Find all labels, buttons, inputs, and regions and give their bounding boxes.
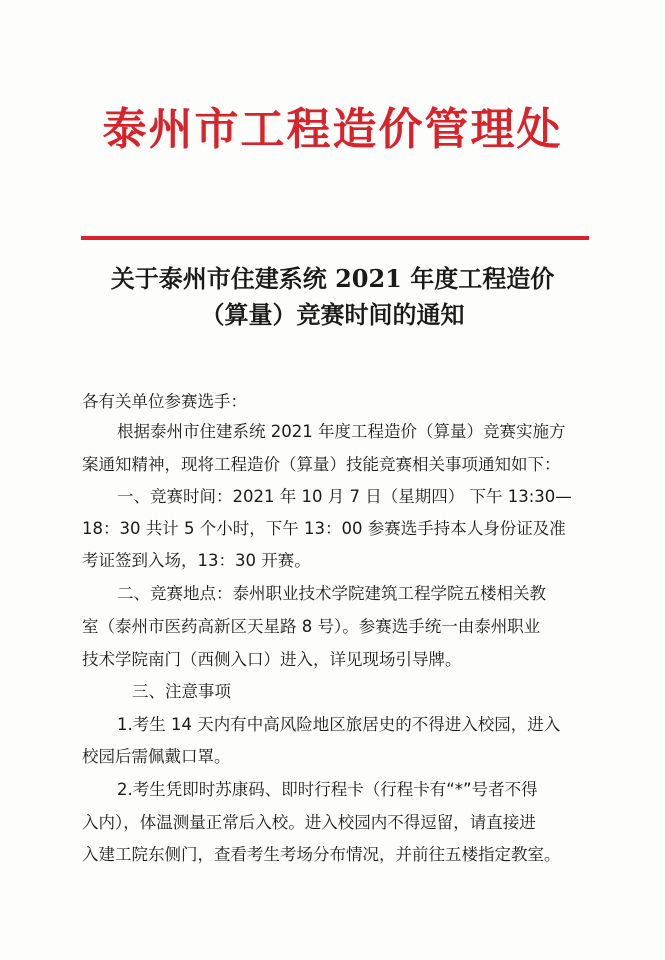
- paragraph-line: 1.考生 14 天内有中高风险地区旅居史的不得进入校园，进入: [117, 715, 561, 734]
- section-heading: 三、注意事项: [132, 682, 231, 701]
- paragraph-line: 一、竞赛时间：2021 年 10 月 7 日（星期四） 下午 13:30—: [117, 487, 572, 506]
- paragraph-line: 18：30 共计 5 个小时，下午 13：00 参赛选手持本人身份证及准: [82, 519, 566, 538]
- paragraph-line: 根据泰州市住建系统 2021 年度工程造价（算量）竞赛实施方: [117, 422, 566, 441]
- paragraph-line: 案通知精神，现将工程造价（算量）技能竞赛相关事项通知如下：: [82, 455, 561, 474]
- paragraph-line: 考证签到入场，13：30 开赛。: [82, 551, 311, 570]
- paragraph-line: 入内），体温测量正常后入校。进入校园内不得逗留，请直接进: [82, 813, 536, 832]
- paragraph-line: 2.考生凭即时苏康码、即时行程卡（行程卡有“*”号者不得: [117, 780, 538, 799]
- org-letterhead: 泰州市工程造价管理处: [102, 104, 563, 155]
- paragraph-line: 入建工院东侧门，查看考生考场分布情况，并前往五楼指定教室。: [82, 845, 561, 864]
- letterhead-divider: [81, 236, 589, 240]
- document-title-line-1: 关于泰州市住建系统 2021 年度工程造价: [110, 264, 555, 293]
- paragraph-line: 校园后需佩戴口罩。: [82, 747, 231, 766]
- paragraph-line: 室（泰州市医药高新区天星路 8 号）。参赛选手统一由泰州职业: [82, 617, 541, 636]
- paragraph-line: 技术学院南门（西侧入口）进入，详见现场引导牌。: [82, 650, 462, 669]
- paragraph-line: 二、竞赛地点：泰州职业技术学院建筑工程学院五楼相关教: [117, 584, 546, 603]
- salutation: 各有关单位参赛选手：: [82, 392, 247, 411]
- document-title-line-2: （算量）竞赛时间的通知: [200, 300, 465, 329]
